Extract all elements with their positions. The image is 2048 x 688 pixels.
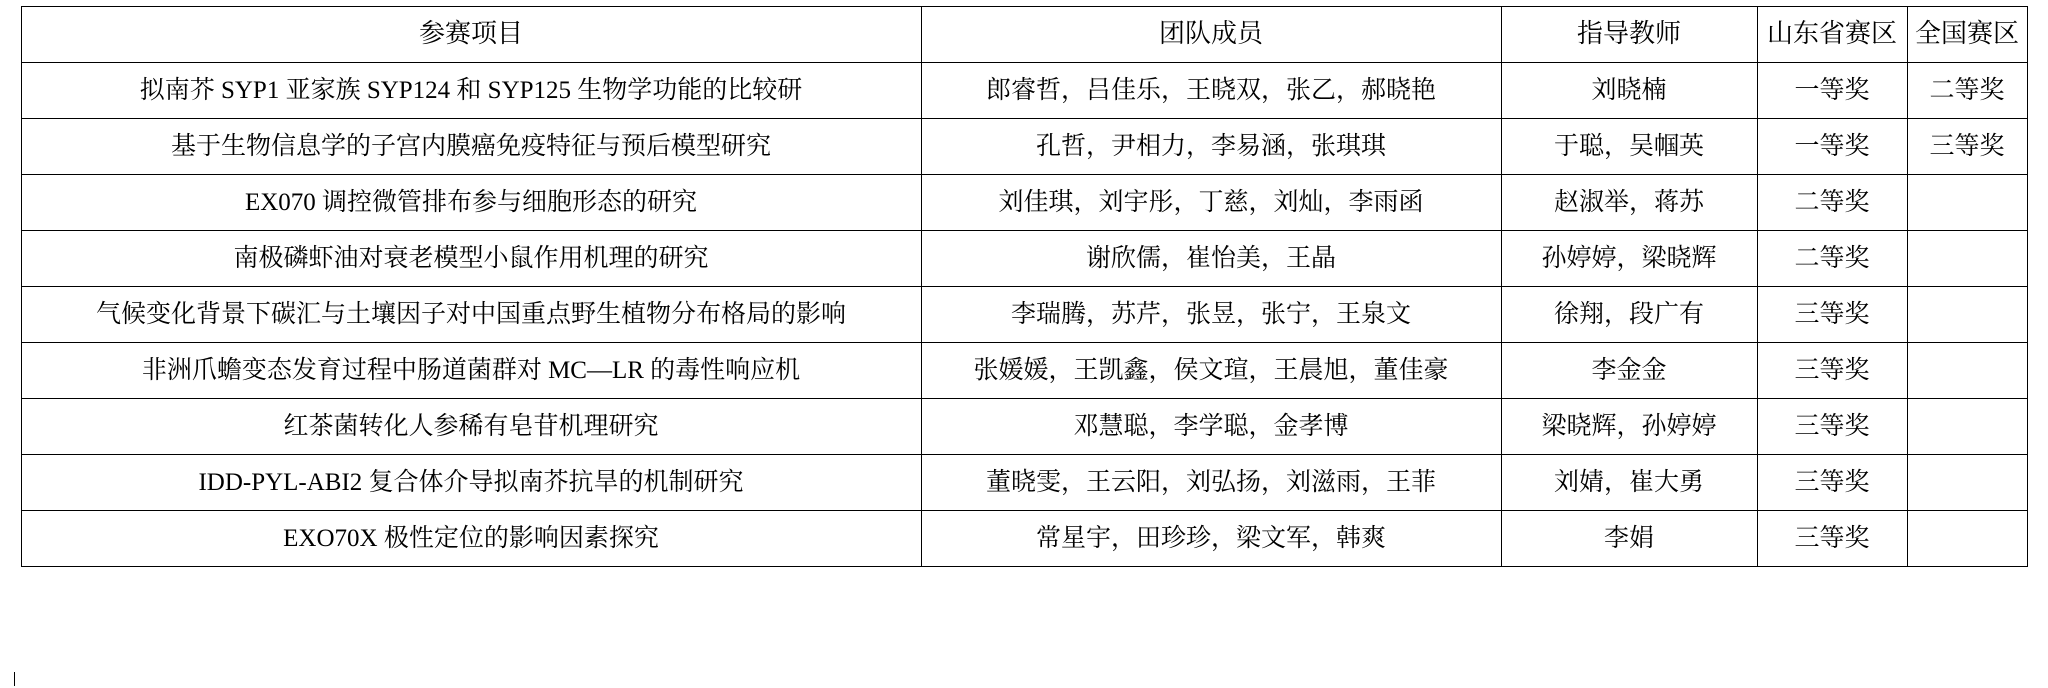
cell-province-award: 三等奖 — [1757, 511, 1907, 567]
cell-members: 刘佳琪，刘宇彤，丁慈，刘灿，李雨函 — [921, 175, 1501, 231]
cell-project: EX070 调控微管排布参与细胞形态的研究 — [21, 175, 921, 231]
table-header-row — [21, 7, 2027, 63]
cell-advisors: 李金金 — [1501, 343, 1757, 399]
table-row — [21, 511, 2027, 567]
cell-national-award — [1907, 455, 2027, 511]
cell-national-award — [1907, 287, 2027, 343]
cell-advisors: 梁晓辉，孙婷婷 — [1501, 399, 1757, 455]
cell-advisors: 孙婷婷，梁晓辉 — [1501, 231, 1757, 287]
cell-project: 气候变化背景下碳汇与土壤因子对中国重点野生植物分布格局的影响 — [21, 287, 921, 343]
table-row — [21, 455, 2027, 511]
cell-province-award: 三等奖 — [1757, 455, 1907, 511]
cell-national-award: 三等奖 — [1907, 119, 2027, 175]
cell-project: EXO70X 极性定位的影响因素探究 — [21, 511, 921, 567]
cell-advisors: 于聪，吴帼英 — [1501, 119, 1757, 175]
cell-advisors: 赵淑举，蒋苏 — [1501, 175, 1757, 231]
cell-project: 南极磷虾油对衰老模型小鼠作用机理的研究 — [21, 231, 921, 287]
cell-members: 郎睿哲，吕佳乐，王晓双，张乙，郝晓艳 — [921, 63, 1501, 119]
cell-advisors: 徐翔，段广有 — [1501, 287, 1757, 343]
award-results-table — [21, 6, 2028, 567]
cell-province-award: 一等奖 — [1757, 119, 1907, 175]
cell-advisors: 刘婧，崔大勇 — [1501, 455, 1757, 511]
cell-province-award: 三等奖 — [1757, 399, 1907, 455]
cell-project: IDD-PYL-ABI2 复合体介导拟南芥抗旱的机制研究 — [21, 455, 921, 511]
table-row — [21, 287, 2027, 343]
cell-province-award: 三等奖 — [1757, 287, 1907, 343]
cell-national-award — [1907, 511, 2027, 567]
cell-national-award — [1907, 231, 2027, 287]
cell-members: 邓慧聪，李学聪，金孝博 — [921, 399, 1501, 455]
table-row — [21, 343, 2027, 399]
cell-national-award — [1907, 175, 2027, 231]
cell-project: 红茶菌转化人参稀有皂苷机理研究 — [21, 399, 921, 455]
cell-national-award: 二等奖 — [1907, 63, 2027, 119]
cell-members: 董晓雯，王云阳，刘弘扬，刘滋雨，王菲 — [921, 455, 1501, 511]
cell-advisors: 刘晓楠 — [1501, 63, 1757, 119]
cell-project: 基于生物信息学的子宫内膜癌免疫特征与预后模型研究 — [21, 119, 921, 175]
column-header-advisors: 指导教师 — [1501, 7, 1757, 63]
cell-national-award — [1907, 343, 2027, 399]
cell-province-award: 二等奖 — [1757, 231, 1907, 287]
table-row — [21, 119, 2027, 175]
cell-project: 拟南芥 SYP1 亚家族 SYP124 和 SYP125 生物学功能的比较研 — [21, 63, 921, 119]
table-row — [21, 231, 2027, 287]
cell-members: 谢欣儒，崔怡美，王晶 — [921, 231, 1501, 287]
cell-province-award: 三等奖 — [1757, 343, 1907, 399]
cell-members: 常星宇，田珍珍，梁文军，韩爽 — [921, 511, 1501, 567]
cell-advisors: 李娟 — [1501, 511, 1757, 567]
cell-members: 孔哲，尹相力，李易涵，张琪琪 — [921, 119, 1501, 175]
cell-province-award: 二等奖 — [1757, 175, 1907, 231]
column-header-members: 团队成员 — [921, 7, 1501, 63]
column-header-national: 全国赛区 — [1907, 7, 2027, 63]
column-header-project: 参赛项目 — [21, 7, 921, 63]
page-corner-mark — [14, 672, 25, 686]
cell-project: 非洲爪蟾变态发育过程中肠道菌群对 MC—LR 的毒性响应机 — [21, 343, 921, 399]
cell-members: 李瑞腾，苏芹，张昱，张宁，王泉文 — [921, 287, 1501, 343]
cell-province-award: 一等奖 — [1757, 63, 1907, 119]
cell-members: 张媛媛，王凯鑫，侯文瑄，王晨旭，董佳豪 — [921, 343, 1501, 399]
table-row — [21, 63, 2027, 119]
table-row — [21, 399, 2027, 455]
column-header-province: 山东省赛区 — [1757, 7, 1907, 63]
cell-national-award — [1907, 399, 2027, 455]
table-row — [21, 175, 2027, 231]
